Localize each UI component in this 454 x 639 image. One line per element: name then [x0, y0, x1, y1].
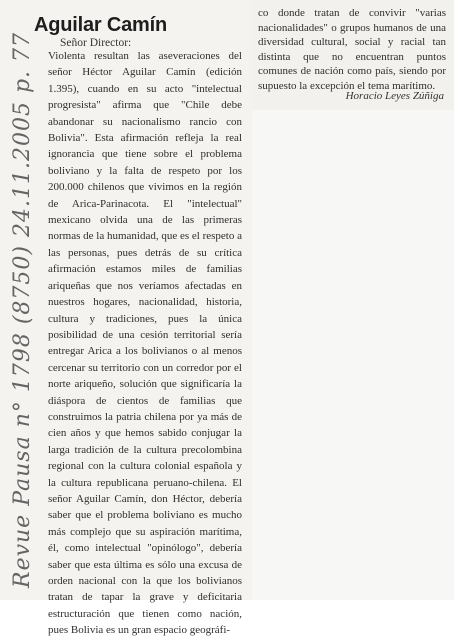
letter-body-right-column: co donde tratan de convivir "varias nacionalidades" o grupos humanos de una diversidad cultural, social y racial tan distinta que no encuentran puntos comunes de nación como país, siendo por supuesto la excepción el tema marítimo.: [258, 7, 446, 92]
letter-headline: Aguilar Camín: [34, 14, 167, 36]
blank-paper-area: [252, 110, 454, 600]
letter-salutation: Señor Director:: [60, 37, 132, 49]
letter-signature: Horacio Leyes Zúñiga: [345, 90, 444, 102]
handwritten-annotation: Revue Pausa n° 1798 (8750) 24.11.2005 p. 77: [10, 31, 35, 588]
letter-body-left-column: Violenta resultan las aseveraciones del señor Héctor Aguilar Camín (edición 1.395), cuando en su acto "intelectual progresista" afirma que "Chile debe abandonar su nacionalismo rancio con Bolivia". Esta afirmación refleja la real ignorancia que tiene sobre el problema boliviano y la falta de respeto por los 200.000 chilenos que vivimos en la región de Arica-Parinacota. El "intelectual" mexicano olvida una de las primeras normas de la humanidad, que es el respeto a las personas, pues detrás de su crítica afirmación estamos miles de familias ariqueñas que nos veríamos afectadas en nuestros hogares, nacionalidad, historia, cultura y tradiciones, pues la única posibilidad de una cesión territorial sería entregar Arica a los bolivianos o al menos cercenar su territorio con un corredor por el norte ariqueño, solución que significaría la diáspora de cientos de familias que construimos la patria chilena por ya más de cien años y que hemos sabido conjugar la larga tradición de la cultura precolombina regional con la cultura colonial española y la cultura republicana peruano-chilena. El señor Aguilar Camín, don Héctor, debería saber que el problema boliviano es mucho más complejo que su aspiración marítima, él, como intelectual "opinólogo", debería saber que esta última es sólo una excusa de orden nacional con la que los bolivianos tratan de tapar la grave y deficitaria estructuración que tienen como nación, pues Bolivia es un gran espacio geográfi-: [48, 50, 242, 637]
